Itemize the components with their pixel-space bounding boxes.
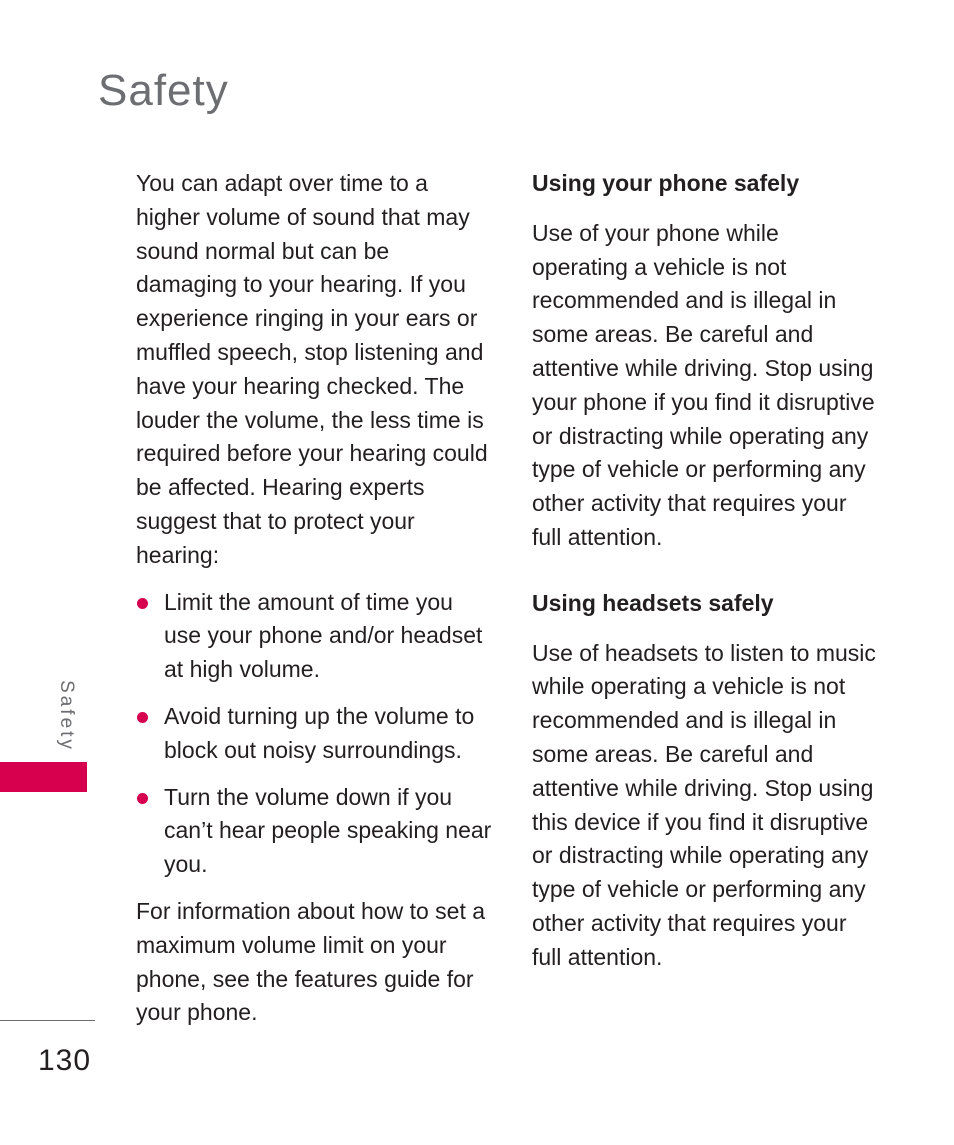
page-number: 130 [38, 1044, 92, 1077]
side-section-label [44, 676, 88, 756]
intro-paragraph: You can adapt over time to a higher volume of sound that may sound normal but can be damaging to your hearing. If you experience ringing in your ears or muffled speech, stop listening and have your hearing checked. The louder the volume, the less time is required before your hearing could be affected. Hearing experts suggest that to protect your hearing: [136, 170, 488, 568]
side-section-label-text: Safety [56, 680, 77, 752]
section-heading-headset-safety: Using headsets safely [532, 589, 774, 616]
page-title: Safety [98, 66, 229, 115]
closing-paragraph: For information about how to set a maximum volume limit on your phone, see the features guide for your phone. [136, 897, 486, 1026]
section-heading-phone-safety: Using your phone safely [532, 170, 800, 196]
list-item-text: Limit the amount of time you use your phone and/or headset at high volume. [164, 588, 483, 683]
list-item-text: Avoid turning up the volume to block out noisy surroundings. [164, 702, 475, 763]
list-item-text: Turn the volume down if you can’t hear people speaking near you. [164, 783, 492, 878]
phone-safety-paragraph: Use of your phone while operating a vehicle is not recommended and is illegal in some areas. Be careful and attentive while driving. Stop using your phone if you find it disruptive or distracting while operating any type of vehicle or performing any other activity that requires your full attention. [532, 219, 875, 550]
list-item [136, 781, 496, 882]
list-item [136, 586, 496, 687]
bullet-icon [137, 712, 148, 723]
footer-divider [0, 1020, 95, 1021]
list-item [136, 700, 496, 768]
headset-safety-paragraph: Use of headsets to listen to music while operating a vehicle is not recommended and is illegal in some areas. Be careful and attentive while driving. Stop using this device if you find it disruptive or distracting while operating any type of vehicle or performing any other activity that requires your full attention. [532, 639, 876, 970]
bullet-icon [137, 793, 148, 804]
left-column [136, 167, 496, 1030]
hearing-tips-list [136, 586, 496, 882]
bullet-icon [137, 598, 148, 609]
section-tab-marker [0, 762, 87, 792]
right-column [532, 167, 877, 975]
